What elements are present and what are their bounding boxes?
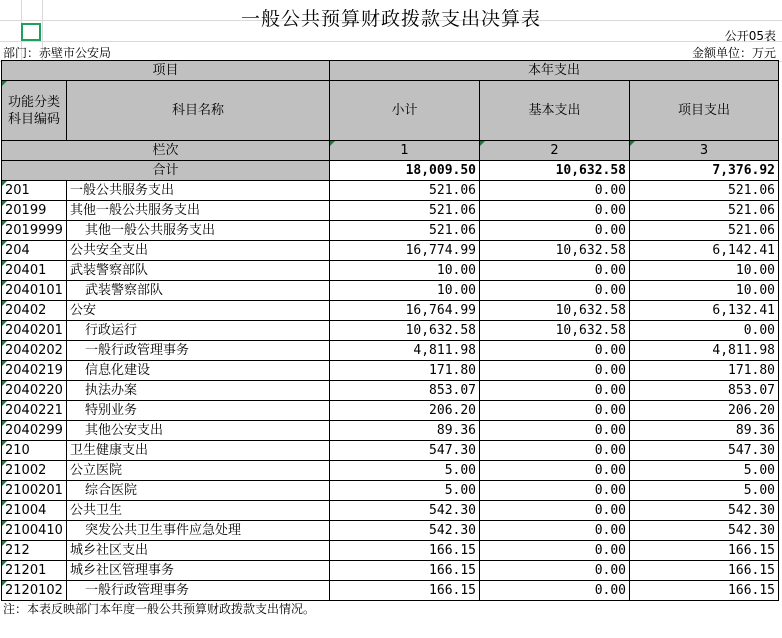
row-basic: 0.00 xyxy=(480,441,630,461)
row-basic: 0.00 xyxy=(480,461,630,481)
row-basic: 0.00 xyxy=(480,201,630,221)
row-subtotal: 542.30 xyxy=(330,521,480,541)
row-code: 21004 xyxy=(2,501,67,521)
table-row xyxy=(2,181,779,201)
row-subtotal: 521.06 xyxy=(330,201,480,221)
row-subtotal: 10,632.58 xyxy=(330,321,480,341)
row-basic: 0.00 xyxy=(480,361,630,381)
row-basic: 10,632.58 xyxy=(480,301,630,321)
row-subtotal: 853.07 xyxy=(330,381,480,401)
row-project: 166.15 xyxy=(630,581,779,601)
row-name: 公共安全支出 xyxy=(67,241,330,261)
row-code: 2040220 xyxy=(2,381,67,401)
row-subtotal: 16,764.99 xyxy=(330,301,480,321)
table-row xyxy=(2,541,779,561)
row-code: 20402 xyxy=(2,301,67,321)
header-project: 项目 xyxy=(2,61,330,81)
row-basic: 0.00 xyxy=(480,381,630,401)
row-basic: 0.00 xyxy=(480,261,630,281)
table-row xyxy=(2,561,779,581)
row-subtotal: 171.80 xyxy=(330,361,480,381)
row-basic: 0.00 xyxy=(480,521,630,541)
table-row xyxy=(2,341,779,361)
header-column-no: 栏次 xyxy=(2,141,330,161)
header-col2: 2 xyxy=(480,141,630,161)
row-basic: 0.00 xyxy=(480,561,630,581)
header-col3: 3 xyxy=(630,141,779,161)
row-name: 一般行政管理事务 xyxy=(67,341,330,361)
footnote: 注：本表反映部门本年度一般公共预算财政拨款支出情况。 xyxy=(3,602,316,616)
row-basic: 0.00 xyxy=(480,221,630,241)
header-basic: 基本支出 xyxy=(480,81,630,141)
row-subtotal: 166.15 xyxy=(330,561,480,581)
header-project-exp: 项目支出 xyxy=(630,81,779,141)
row-subtotal: 166.15 xyxy=(330,541,480,561)
row-name: 公安 xyxy=(67,301,330,321)
row-subtotal: 10.00 xyxy=(330,281,480,301)
total-basic: 10,632.58 xyxy=(480,161,630,181)
table-row xyxy=(2,581,779,601)
row-project: 5.00 xyxy=(630,461,779,481)
row-name: 行政运行 xyxy=(67,321,330,341)
table-row xyxy=(2,521,779,541)
row-project: 547.30 xyxy=(630,441,779,461)
table-row xyxy=(2,261,779,281)
row-basic: 0.00 xyxy=(480,421,630,441)
row-code: 2040219 xyxy=(2,361,67,381)
row-subtotal: 89.36 xyxy=(330,421,480,441)
total-label: 合计 xyxy=(2,161,330,181)
row-name: 公立医院 xyxy=(67,461,330,481)
row-project: 542.30 xyxy=(630,521,779,541)
row-subtotal: 166.15 xyxy=(330,581,480,601)
row-code: 20401 xyxy=(2,261,67,281)
row-name: 信息化建设 xyxy=(67,361,330,381)
table-row xyxy=(2,381,779,401)
total-subtotal: 18,009.50 xyxy=(330,161,480,181)
row-code: 2040202 xyxy=(2,341,67,361)
row-project: 521.06 xyxy=(630,181,779,201)
table-row xyxy=(2,321,779,341)
gridline xyxy=(0,41,782,62)
row-code: 20199 xyxy=(2,201,67,221)
row-name: 其他公安支出 xyxy=(67,421,330,441)
row-project: 89.36 xyxy=(630,421,779,441)
row-name: 城乡社区支出 xyxy=(67,541,330,561)
row-project: 166.15 xyxy=(630,541,779,561)
table-row xyxy=(2,361,779,381)
row-name: 城乡社区管理事务 xyxy=(67,561,330,581)
report-title: 一般公共预算财政拨款支出决算表 xyxy=(240,8,541,30)
table-row xyxy=(2,461,779,481)
row-name: 其他一般公共服务支出 xyxy=(67,221,330,241)
row-subtotal: 4,811.98 xyxy=(330,341,480,361)
row-code: 210 xyxy=(2,441,67,461)
row-basic: 10,632.58 xyxy=(480,321,630,341)
row-basic: 0.00 xyxy=(480,481,630,501)
row-subtotal: 16,774.99 xyxy=(330,241,480,261)
row-project: 542.30 xyxy=(630,501,779,521)
row-project: 206.20 xyxy=(630,401,779,421)
row-project: 5.00 xyxy=(630,481,779,501)
row-project: 853.07 xyxy=(630,381,779,401)
row-basic: 0.00 xyxy=(480,501,630,521)
table-row xyxy=(2,401,779,421)
row-name: 卫生健康支出 xyxy=(67,441,330,461)
row-basic: 0.00 xyxy=(480,541,630,561)
row-code: 2100201 xyxy=(2,481,67,501)
row-name: 综合医院 xyxy=(67,481,330,501)
row-code: 2040299 xyxy=(2,421,67,441)
row-subtotal: 206.20 xyxy=(330,401,480,421)
header-subtotal: 小计 xyxy=(330,81,480,141)
table-row xyxy=(2,201,779,221)
unit-label: 金额单位：万元 xyxy=(691,46,776,60)
row-project: 10.00 xyxy=(630,281,779,301)
row-code: 201 xyxy=(2,181,67,201)
table-row xyxy=(2,481,779,501)
row-name: 武装警察部队 xyxy=(67,261,330,281)
row-code: 212 xyxy=(2,541,67,561)
table-row xyxy=(2,441,779,461)
row-name: 特别业务 xyxy=(67,401,330,421)
table-row xyxy=(2,241,779,261)
row-name: 一般公共服务支出 xyxy=(67,181,330,201)
row-project: 171.80 xyxy=(630,361,779,381)
header-col1: 1 xyxy=(330,141,480,161)
table-row xyxy=(2,281,779,301)
form-number: 公开05表 xyxy=(724,29,776,43)
row-project: 0.00 xyxy=(630,321,779,341)
row-code: 2100410 xyxy=(2,521,67,541)
row-subtotal: 5.00 xyxy=(330,481,480,501)
row-subtotal: 521.06 xyxy=(330,221,480,241)
row-basic: 0.00 xyxy=(480,181,630,201)
table-row xyxy=(2,501,779,521)
row-code: 204 xyxy=(2,241,67,261)
row-project: 521.06 xyxy=(630,221,779,241)
row-basic: 0.00 xyxy=(480,281,630,301)
row-project: 10.00 xyxy=(630,261,779,281)
header-current-year: 本年支出 xyxy=(330,61,779,81)
expenditure-table xyxy=(1,60,779,601)
row-code: 2040221 xyxy=(2,401,67,421)
row-name: 一般行政管理事务 xyxy=(67,581,330,601)
row-name: 武装警察部队 xyxy=(67,281,330,301)
header-func-code: 功能分类科目编码 xyxy=(2,81,67,141)
total-project: 7,376.92 xyxy=(630,161,779,181)
row-name: 突发公共卫生事件应急处理 xyxy=(67,521,330,541)
row-basic: 0.00 xyxy=(480,581,630,601)
row-basic: 0.00 xyxy=(480,341,630,361)
row-name: 公共卫生 xyxy=(67,501,330,521)
row-name: 其他一般公共服务支出 xyxy=(67,201,330,221)
department-label: 部门：赤壁市公安局 xyxy=(3,46,112,60)
row-subtotal: 5.00 xyxy=(330,461,480,481)
row-code: 21201 xyxy=(2,561,67,581)
header-subject-name: 科目名称 xyxy=(67,81,330,141)
table-row xyxy=(2,221,779,241)
table-row xyxy=(2,421,779,441)
row-subtotal: 521.06 xyxy=(330,181,480,201)
row-project: 521.06 xyxy=(630,201,779,221)
row-project: 6,132.41 xyxy=(630,301,779,321)
row-code: 2019999 xyxy=(2,221,67,241)
row-code: 2040101 xyxy=(2,281,67,301)
row-code: 2040201 xyxy=(2,321,67,341)
row-basic: 0.00 xyxy=(480,401,630,421)
row-subtotal: 542.30 xyxy=(330,501,480,521)
row-name: 执法办案 xyxy=(67,381,330,401)
row-code: 21002 xyxy=(2,461,67,481)
row-subtotal: 10.00 xyxy=(330,261,480,281)
row-subtotal: 547.30 xyxy=(330,441,480,461)
row-project: 6,142.41 xyxy=(630,241,779,261)
row-project: 4,811.98 xyxy=(630,341,779,361)
row-project: 166.15 xyxy=(630,561,779,581)
table-row xyxy=(2,301,779,321)
row-code: 2120102 xyxy=(2,581,67,601)
row-basic: 10,632.58 xyxy=(480,241,630,261)
